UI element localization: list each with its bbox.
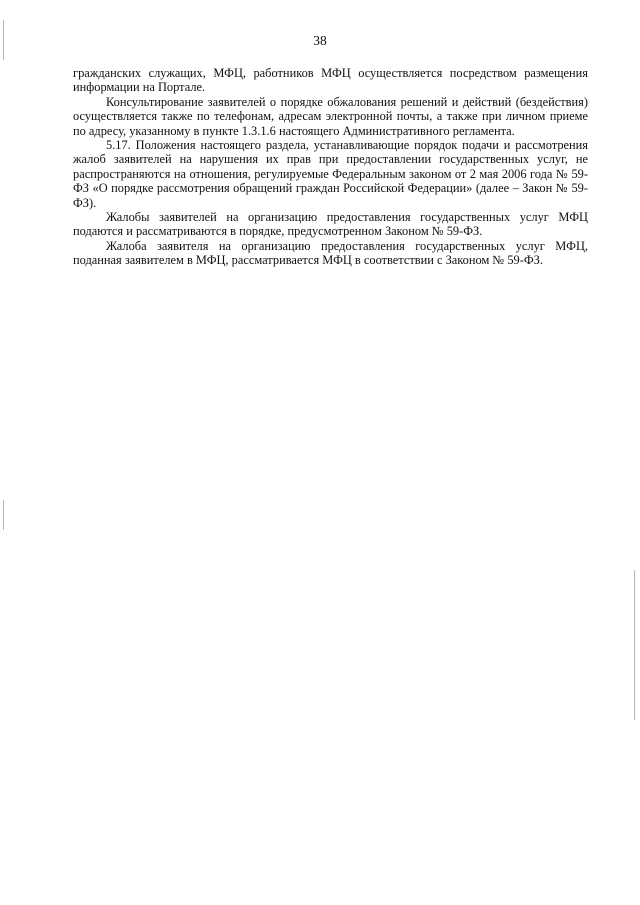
page-number: 38: [313, 33, 327, 48]
scan-edge-mark-right: [634, 570, 635, 720]
scan-edge-mark-left: [3, 20, 4, 60]
paragraph-3-item-5-17: 5.17. Положения настоящего раздела, устанавливающие порядок подачи и рассмотрения жалоб заявителей на нарушения их прав при предоставлении государственных услуг, не распространяются на отношения, регулируемые Федеральным законом от 2 мая 2006 года № 59-ФЗ «О порядке рассмотрения обращений граждан Российской Федерации» (далее – Закон № 59-ФЗ).: [73, 138, 588, 210]
document-body: [73, 66, 588, 268]
paragraph-2: Консультирование заявителей о порядке обжалования решений и действий (бездействия) осуществляется также по телефонам, адресам электронной почты, а также при личном приеме по адресу, указанному в пункте 1.3.1.6 настоящего Административного регламента.: [73, 94, 588, 138]
paragraph-1: гражданских служащих, МФЦ, работников МФЦ осуществляется посредством размещения информации на Портале.: [73, 66, 588, 95]
scan-edge-mark-left-lower: [3, 500, 4, 530]
paragraph-5: Жалоба заявителя на организацию предоставления государственных услуг МФЦ, поданная заявителем в МФЦ, рассматривается МФЦ в соответствии с Законом № 59-ФЗ.: [73, 238, 588, 268]
paragraph-4: Жалобы заявителей на организацию предоставления государственных услуг МФЦ подаются и рассматриваются в порядке, предусмотренном Законом № 59-ФЗ.: [73, 210, 588, 239]
